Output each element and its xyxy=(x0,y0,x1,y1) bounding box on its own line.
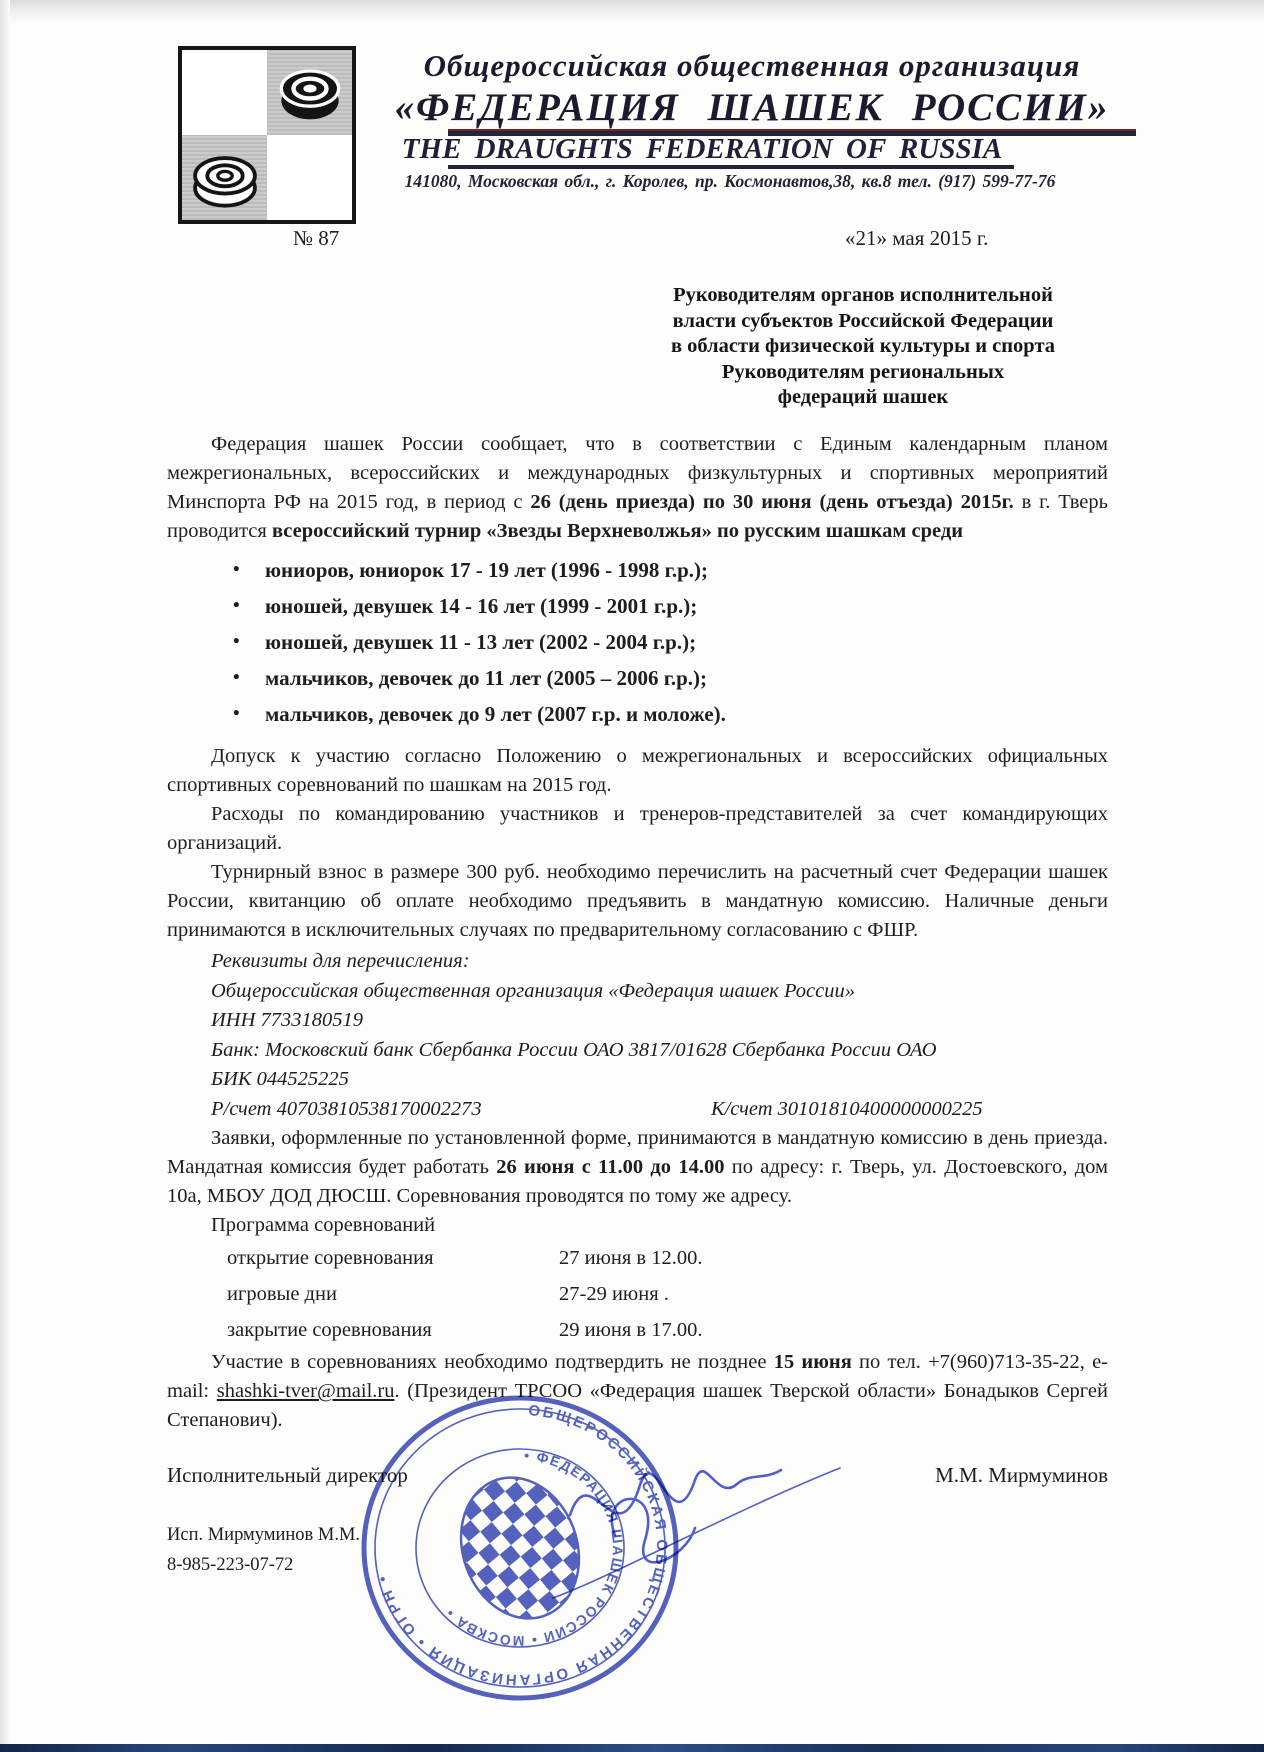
handwritten-signature xyxy=(545,1440,855,1620)
paragraph-fee: Турнирный взнос в размере 300 руб. необходимо перечислить на расчетный счет Федерации шашек России, квитанцию об оплате необходимо предъявить в мандатную комиссию. Наличные деньги принимаются в исключительных случаях по предварительному согласованию с ФШР. xyxy=(167,861,1108,941)
requisites-inn: ИНН 7733180519 xyxy=(211,1009,364,1031)
requisites-rs: Р/счет 40703810538170002273 xyxy=(211,1097,482,1120)
addressee-line: Руководителям региональных xyxy=(721,360,1005,383)
confirmation-text: Участие в соревнованиях необходимо подтвердить не позднее xyxy=(211,1351,774,1373)
paragraph-expenses: Расходы по командированию участников и тренеров-представителей за счет командирующих организаций. xyxy=(167,803,1108,854)
applications-text: по адресу: г. Тверь, ул. Достоевского, дом 10а, МБОУ ДОД ДЮСШ. Соревнования проводятся по тому же адресу. xyxy=(167,1156,1109,1207)
executor-name: Исп. Мирмуминов М.М. xyxy=(167,1525,361,1545)
requisites-bank: Банк: Московский банк Сбербанка России ОАО 3817/01628 Сбербанка России ОАО xyxy=(211,1038,937,1061)
confirmation-text: . (Президент ТРСОО «Федерация шашек Тверской области» Бонадыков Сергей Степанович). xyxy=(167,1380,1108,1431)
confirmation-text: по тел. +7(960)713-35-22, e-mail: xyxy=(167,1351,1108,1402)
intro-text: в г. Тверь проводится xyxy=(167,491,1108,542)
executor-phone: 8-985-223-07-72 xyxy=(167,1555,294,1575)
letter-number: № 87 xyxy=(293,226,340,250)
email-link[interactable]: shashki-tver@mail.ru xyxy=(216,1380,395,1402)
schedule-label: игровые дни xyxy=(227,1283,337,1305)
logo-square-gray-black-piece xyxy=(267,50,352,135)
requisites-ks: К/счет 30101810400000000225 xyxy=(711,1097,983,1120)
addressee-block xyxy=(640,283,1086,411)
signatory-role: Исполнительный директор xyxy=(167,1463,408,1487)
paragraph-admission: Допуск к участию согласно Положению о межрегиональных и всероссийских официальных спортивных соревнований по шашкам на 2015 год. xyxy=(167,745,1108,796)
letterhead-rule-secondary xyxy=(448,165,1014,169)
requisites-org: Общероссийская общественная организация «Федерация шашек России» xyxy=(211,979,855,1002)
schedule-row xyxy=(227,1240,1108,1276)
schedule-label: открытие соревнования xyxy=(227,1247,434,1269)
bullet-icon: • xyxy=(233,595,240,616)
list-item-text: юниоров, юниорок 17 - 19 лет (1996 - 1998 г.р.); xyxy=(265,558,708,582)
scan-artifact-left xyxy=(0,0,10,1752)
signatory-name: М.М. Мирмуминов xyxy=(935,1463,1108,1487)
org-name-ru: «ФЕДЕРАЦИЯ ШАШЕК РОССИИ» xyxy=(394,86,1110,129)
logo-square-white-2 xyxy=(267,135,352,220)
list-item xyxy=(167,588,1108,624)
org-address-line: 141080, Московская обл., г. Королев, пр. Космонавтов,38, кв.8 тел. (917) 599-77-76 xyxy=(404,171,1056,191)
schedule-label: закрытие соревнования xyxy=(227,1319,432,1341)
logo-square-white xyxy=(182,50,267,135)
intro-text: Федерация шашек России сообщает, что в соответствии с Единым календарным планом межрегиональных, всероссийских и международных физкультурных и спортивных мероприятий Минспорта РФ на 2015 год, в период с xyxy=(167,433,1108,513)
program-schedule xyxy=(227,1240,1108,1348)
bank-requisites-block xyxy=(211,947,1108,1124)
scan-artifact-top xyxy=(0,0,1264,24)
deadline-bold: 15 июня xyxy=(773,1351,852,1373)
list-item-text: юношей, девушек 11 - 13 лет (2002 - 2004 г.р.); xyxy=(265,630,697,654)
org-name-en: THE DRAUGHTS FEDERATION OF RUSSIA xyxy=(401,133,1003,165)
age-categories-list xyxy=(167,552,1108,732)
requisites-accounts xyxy=(211,1095,1108,1125)
org-type-ru: Общероссийская общественная организация xyxy=(423,48,1081,83)
schedule-value: 27 июня в 12.00. xyxy=(559,1247,703,1269)
list-item xyxy=(167,696,1108,732)
list-item xyxy=(167,660,1108,696)
addressee-line: власти субъектов Российской Федерации xyxy=(672,309,1054,332)
white-checker-piece-icon xyxy=(190,147,260,209)
black-checker-piece-icon xyxy=(277,63,343,123)
commission-hours-bold: 26 июня с 11.00 до 14.00 xyxy=(496,1156,725,1178)
stamp-inner-text: • ФЕДЕРАЦИЯ ШАШЕК РОССИИ • МОСКВА • xyxy=(441,1447,627,1650)
logo-square-gray-white-piece xyxy=(182,135,267,220)
draughts-board-logo xyxy=(178,46,356,224)
scan-artifact-bottom-line xyxy=(0,1744,1264,1752)
paragraph-intro xyxy=(167,430,1108,546)
stamp-outer-text: ОБЩЕРОССИЙСКАЯ ОБЩЕСТВЕННАЯ ОРГАНИЗАЦИЯ • ОГРН • xyxy=(373,1402,671,1689)
addressee-line: Руководителям органов исполнительной xyxy=(673,284,1053,306)
schedule-row xyxy=(227,1312,1108,1348)
requisites-bik: БИК 044525225 xyxy=(211,1068,349,1090)
intro-tournament-bold: всероссийский турнир «Звезды Верхневолжья» по русским шашкам среди xyxy=(271,520,964,542)
bullet-icon: • xyxy=(233,667,240,688)
program-title: Программа соревнований xyxy=(211,1214,436,1236)
schedule-value: 27-29 июня . xyxy=(559,1283,669,1305)
addressee-line: в области физической культуры и спорта xyxy=(670,335,1056,358)
bullet-icon: • xyxy=(233,703,240,724)
addressee-line: федераций шашек xyxy=(777,386,949,409)
letter-date: «21» мая 2015 г. xyxy=(845,226,989,250)
requisites-title: Реквизиты для перечисления: xyxy=(211,950,470,972)
applications-text: Заявки, оформленные по установленной форме, принимаются в мандатную комиссию в день приезда. Мандатная комиссия будет работать xyxy=(167,1127,1108,1178)
bullet-icon: • xyxy=(233,559,240,580)
list-item xyxy=(167,624,1108,660)
list-item-text: мальчиков, девочек до 11 лет (2005 – 2006 г.р.); xyxy=(265,666,708,690)
list-item xyxy=(167,552,1108,588)
bullet-icon: • xyxy=(233,631,240,652)
schedule-value: 29 июня в 17.00. xyxy=(559,1319,703,1341)
list-item-text: юношей, девушек 14 - 16 лет (1999 - 2001 г.р.); xyxy=(265,594,698,618)
intro-dates-bold: 26 (день приезда) по 30 июня (день отъезда) 2015г. xyxy=(530,491,1014,513)
schedule-row xyxy=(227,1276,1108,1312)
list-item-text: мальчиков, девочек до 9 лет (2007 г.р. и моложе). xyxy=(265,702,726,726)
paragraph-applications xyxy=(167,1124,1108,1211)
